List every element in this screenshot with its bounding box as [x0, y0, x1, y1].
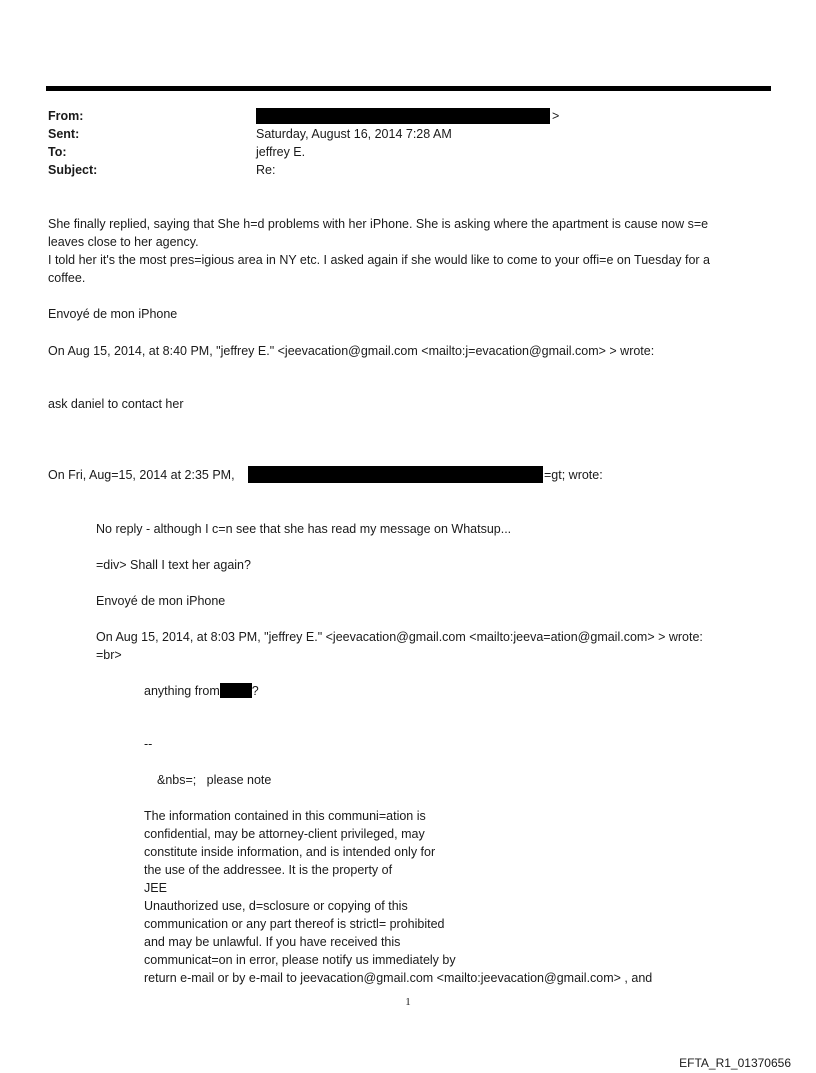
- disclaimer-line: the use of the addressee. It is the property of: [144, 863, 393, 877]
- quote2-redaction: [248, 466, 543, 483]
- para1-line2: leaves close to her agency.: [48, 235, 199, 249]
- quote1-header: On Aug 15, 2014, at 8:40 PM, "jeffrey E." <jeevacation@gmail.com <mailto:j=evacation@gmail.com> > wrote:: [48, 344, 655, 358]
- disclaimer-line: return e-mail or by e-mail to jeevacation@gmail.com <mailto:jeevacation@gmail.com> , and: [144, 971, 653, 985]
- disclaimer-line: The information contained in this communi=ation is: [144, 809, 426, 823]
- anything-prefix: anything from: [144, 684, 220, 698]
- from-redaction: [256, 108, 550, 124]
- para1-line1: She finally replied, saying that She h=d problems with her iPhone. She is asking where the apartment is cause now s=e: [48, 217, 709, 231]
- from-label: From:: [48, 109, 84, 123]
- name-redaction: [220, 683, 252, 698]
- subject-label: Subject:: [48, 163, 98, 177]
- signature-1: Envoyé de mon iPhone: [48, 307, 178, 321]
- anything-suffix: ?: [251, 684, 259, 698]
- quote3-line2: =br>: [96, 648, 122, 662]
- page-number: 1: [405, 996, 411, 1008]
- ask-daniel: ask daniel to contact her: [48, 397, 184, 411]
- para2-line2: coffee.: [48, 271, 86, 285]
- to-value: jeffrey E.: [256, 145, 306, 159]
- subject-value: Re:: [256, 163, 276, 177]
- from-suffix: >: [552, 109, 560, 123]
- please-note: &nbs=; please note: [157, 773, 272, 787]
- no-reply: No reply - although I c=n see that she has read my message on Whatsup...: [96, 522, 512, 536]
- header-rule: [46, 86, 771, 91]
- document-id: EFTA_R1_01370656: [679, 1056, 791, 1070]
- para2-line1: I told her it's the most pres=igious area in NY etc. I asked again if she would like to come to your offi=e on Tuesday for a: [48, 253, 711, 267]
- to-label: To:: [48, 145, 67, 159]
- shall-text: =div> Shall I text her again?: [96, 558, 251, 572]
- anything-from: [144, 682, 259, 700]
- sent-label: Sent:: [48, 127, 80, 141]
- disclaimer-line: JEE: [144, 881, 167, 895]
- sent-value: Saturday, August 16, 2014 7:28 AM: [256, 127, 452, 141]
- signature-2: Envoyé de mon iPhone: [96, 594, 226, 608]
- quote2-prefix: On Fri, Aug=15, 2014 at 2:35 PM,: [48, 468, 235, 482]
- quote2-suffix: =gt; wrote:: [544, 468, 603, 482]
- disclaimer-line: communication or any part thereof is strictl= prohibited: [144, 917, 445, 931]
- disclaimer: [144, 807, 652, 987]
- disclaimer-line: constitute inside information, and is intended only for: [144, 845, 436, 859]
- disclaimer-line: Unauthorized use, d=sclosure or copying of this: [144, 899, 408, 913]
- quote3-line1: On Aug 15, 2014, at 8:03 PM, "jeffrey E." <jeevacation@gmail.com <mailto:jeeva=ation@gmail.com> > wrote:: [96, 630, 703, 644]
- disclaimer-line: communicat=on in error, please notify us immediately by: [144, 953, 456, 967]
- disclaimer-line: confidential, may be attorney-client privileged, may: [144, 827, 425, 841]
- disclaimer-line: and may be unlawful. If you have received this: [144, 935, 401, 949]
- dashes: --: [144, 737, 153, 751]
